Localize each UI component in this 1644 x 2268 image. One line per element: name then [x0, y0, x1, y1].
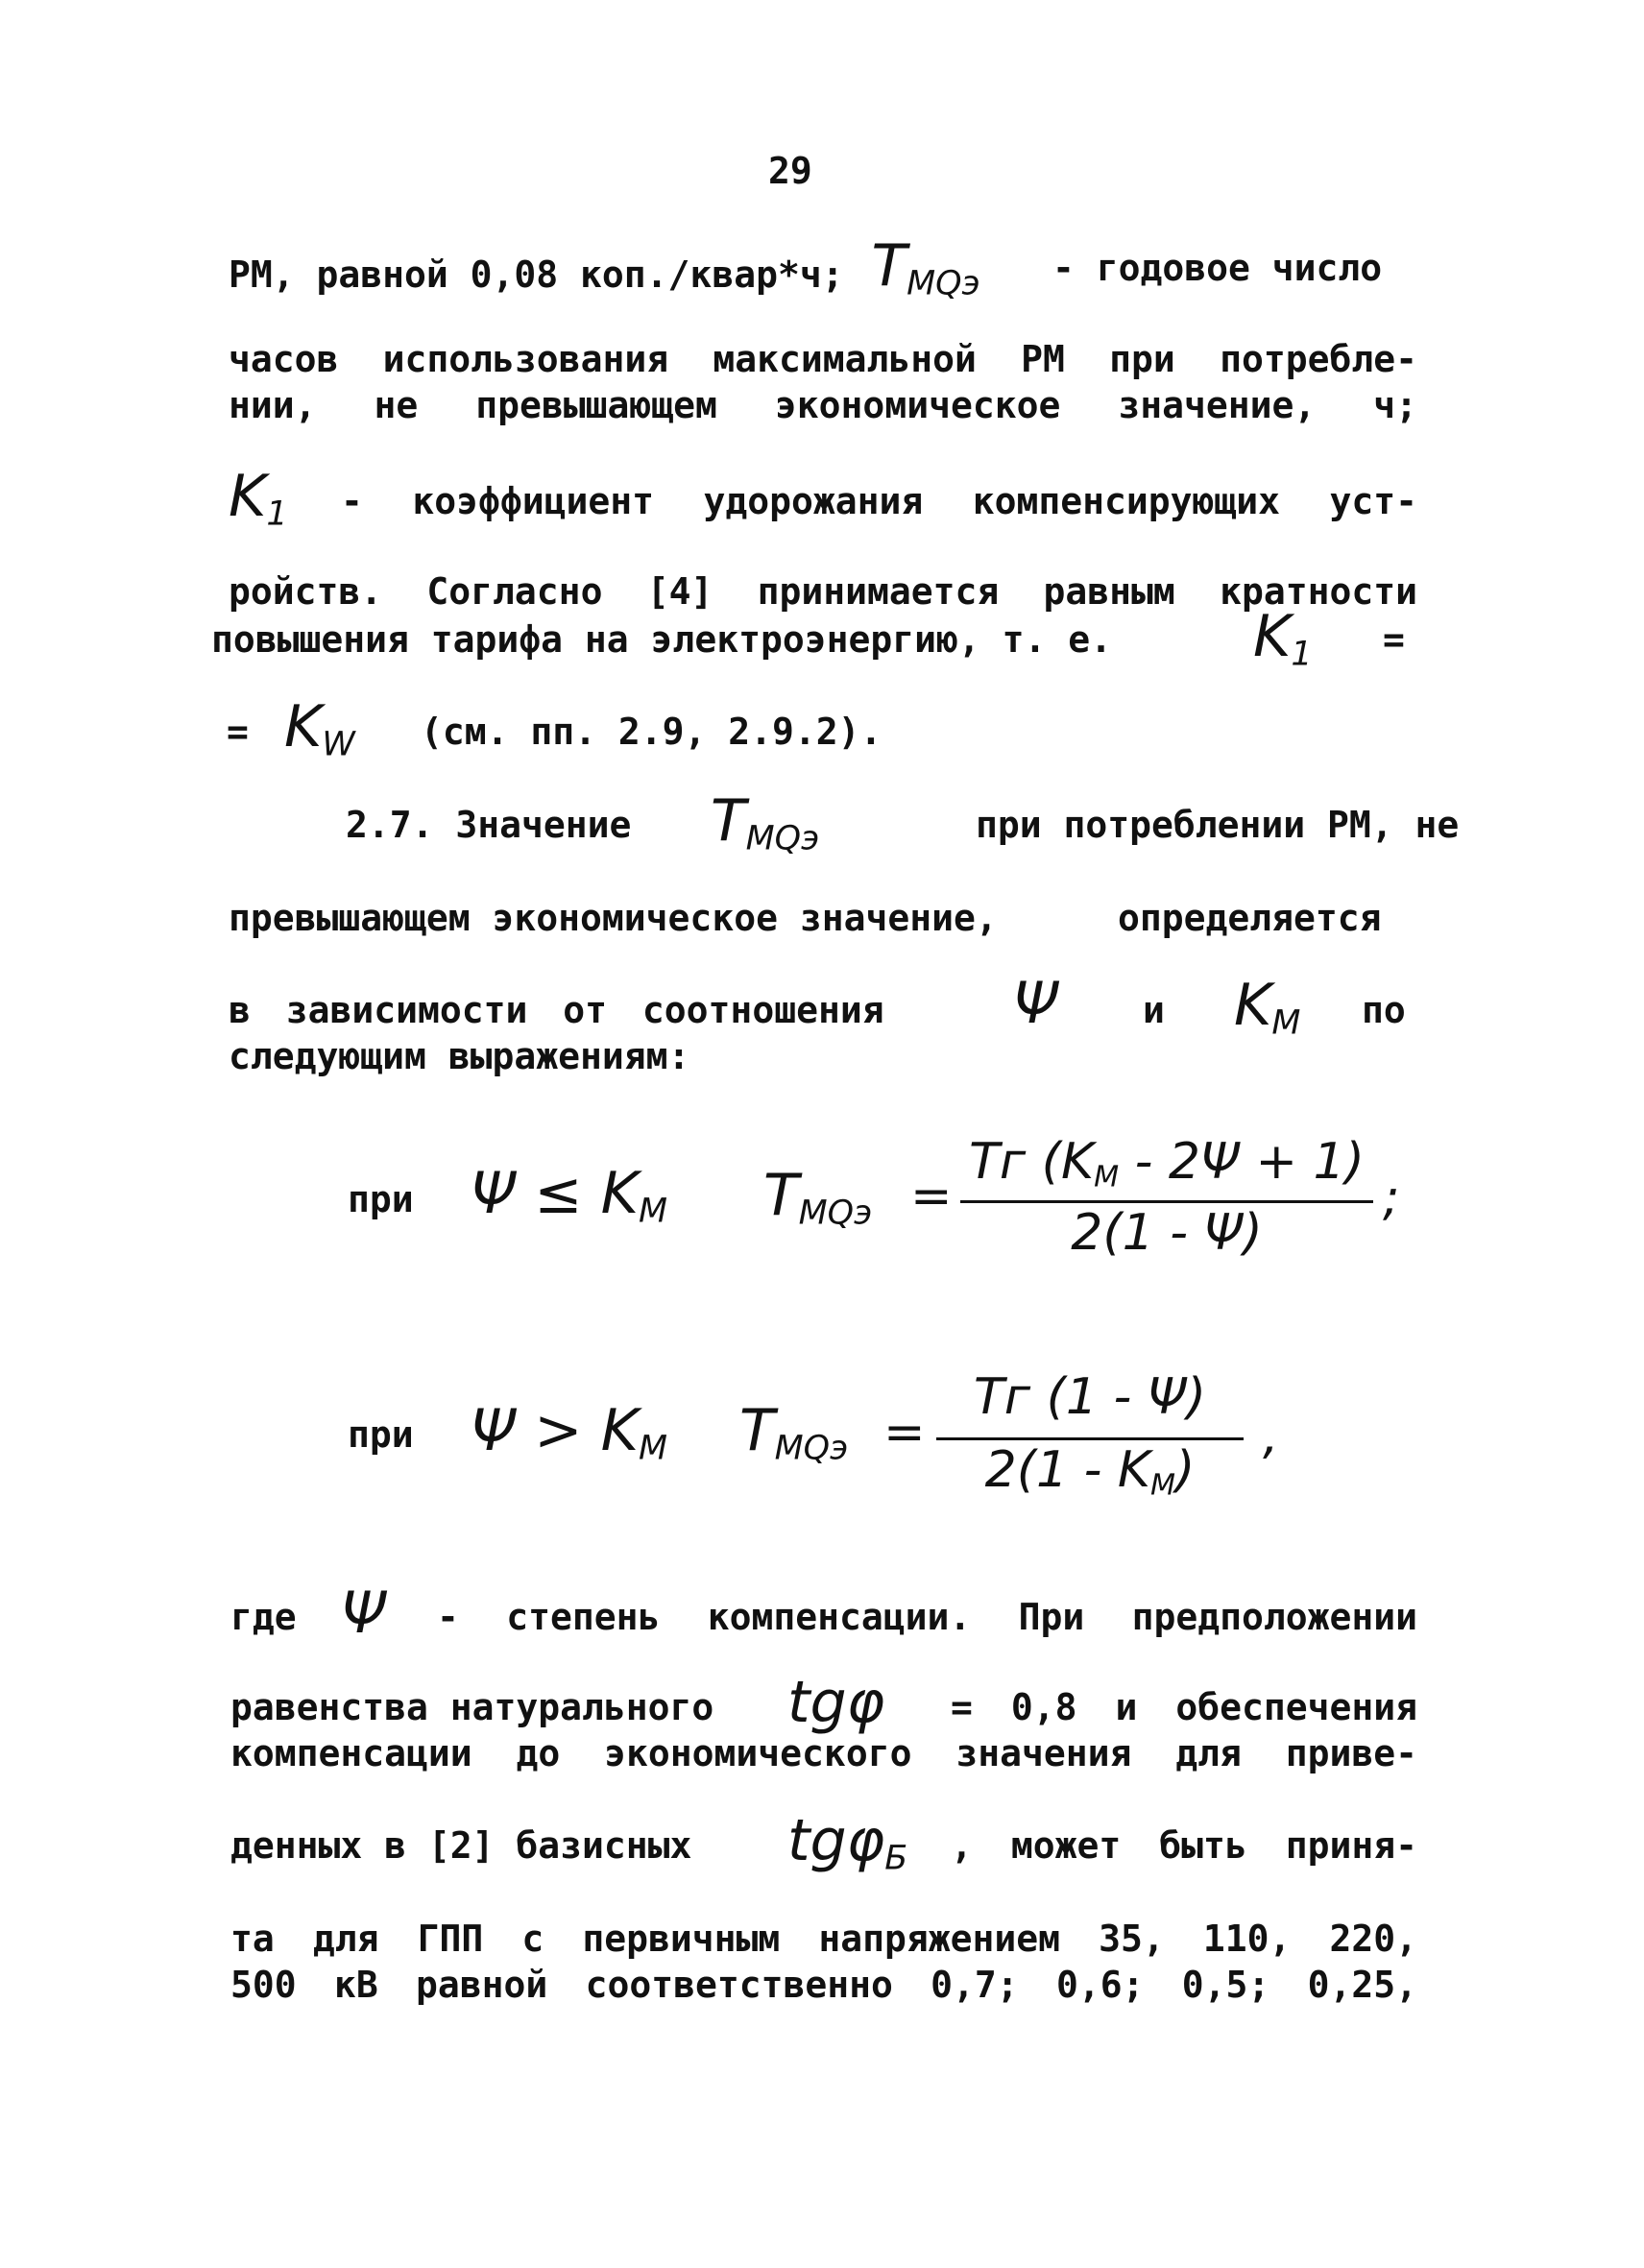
text-line-7: (см. пп. 2.9, 2.9.2).: [421, 711, 882, 753]
formula-1-condition: $\Psi \le K_M$: [471, 1160, 668, 1231]
symbol-tg-phi: tgφ: [787, 1669, 885, 1736]
symbol-k1: $K_1$: [229, 463, 288, 534]
symbol-k1: $K_1$: [1253, 603, 1313, 674]
text-line-14: компенсации до экономического значения для приве-: [230, 1732, 1417, 1774]
text-po: по: [1362, 989, 1406, 1031]
text-line-11: следующим выражениям:: [229, 1035, 690, 1077]
text-line-1-end: - годовое число: [1052, 247, 1383, 289]
text-line-10: в зависимости от соотношения: [229, 989, 884, 1031]
formula-1-condition-word: при: [348, 1178, 414, 1220]
text-line-13: равенства натурального: [230, 1686, 714, 1728]
formula-2-condition-word: при: [348, 1413, 414, 1456]
text-line-13-end: = 0,8 и обеспечения: [951, 1686, 1417, 1728]
symbol-t-mqe: $T_{MQэ}$: [711, 787, 820, 858]
formula-2-numerator: Tг (1 - Ψ): [973, 1368, 1207, 1426]
formula-2-condition: $\Psi > K_M$: [471, 1397, 668, 1468]
formula-2-comma: ,: [1263, 1408, 1279, 1465]
text-line-8: при потреблении РМ, не: [976, 804, 1460, 846]
symbol-tg-phi-b: tgφ$_Б$: [787, 1807, 908, 1878]
symbol-km: $K_M$: [1234, 972, 1301, 1043]
formula-2-denominator: $2(1 - K_M)$: [984, 1441, 1196, 1503]
text-segment: РМ, равной 0,08 коп./квар*ч;: [229, 253, 844, 296]
fraction-bar: [936, 1437, 1244, 1440]
formula-1-semicolon: ;: [1383, 1170, 1400, 1227]
fraction-bar: [960, 1200, 1373, 1203]
text-where: где: [230, 1596, 297, 1638]
symbol-psi: Ψ: [341, 1580, 387, 1647]
formula-1-equals: =: [910, 1168, 953, 1225]
page-number: 29: [768, 150, 812, 192]
text-line-15: денных в [2] базисных: [230, 1824, 692, 1867]
section-heading-2-7: 2.7. Значение: [346, 804, 632, 846]
text-line-4: - коэффициент удорожания компенсирующих уст-: [341, 480, 1417, 522]
text-line-6: повышения тарифа на электроэнергию, т. е.: [211, 618, 1112, 661]
text-line-2: часов использования максимальной РМ при потребле-: [229, 338, 1417, 380]
text-line-16: та для ГПП с первичным напряжением 35, 110, 220,: [230, 1918, 1417, 1960]
formula-2-equals: =: [883, 1404, 926, 1461]
formula-1-numerator: Tг $(K_M - 2\Psi + 1)$: [969, 1133, 1365, 1194]
text-line-3: нии, не превышающем экономическое значение, ч;: [229, 384, 1417, 426]
text-and: и: [1143, 989, 1165, 1031]
text-line-9-end: определяется: [1118, 897, 1382, 939]
symbol-t-mqe: $T_{MQэ}$: [871, 232, 980, 303]
equals-sign: =: [227, 711, 249, 753]
formula-1-fraction: [960, 1133, 1373, 1267]
formula-2-lhs: $T_{MQэ}$: [739, 1397, 849, 1468]
text-line-9: превышающем экономическое значение,: [229, 897, 998, 939]
formula-1-denominator: 2(1 - Ψ): [1071, 1204, 1263, 1262]
equals-sign: =: [1383, 618, 1405, 661]
text-line-17: 500 кВ равной соответственно 0,7; 0,6; 0,5; 0,25,: [230, 1964, 1417, 2006]
symbol-kw: $K_W$: [284, 693, 355, 764]
formula-1-lhs: $T_{MQэ}$: [763, 1162, 873, 1233]
formula-2-fraction: [936, 1368, 1244, 1503]
text-line-12: - степень компенсации. При предположении: [437, 1596, 1417, 1638]
text-line-15-end: , может быть приня-: [951, 1824, 1417, 1867]
symbol-psi: Ψ: [1013, 970, 1059, 1037]
text-line-5: ройств. Согласно [4] принимается равным кратности: [229, 570, 1417, 613]
